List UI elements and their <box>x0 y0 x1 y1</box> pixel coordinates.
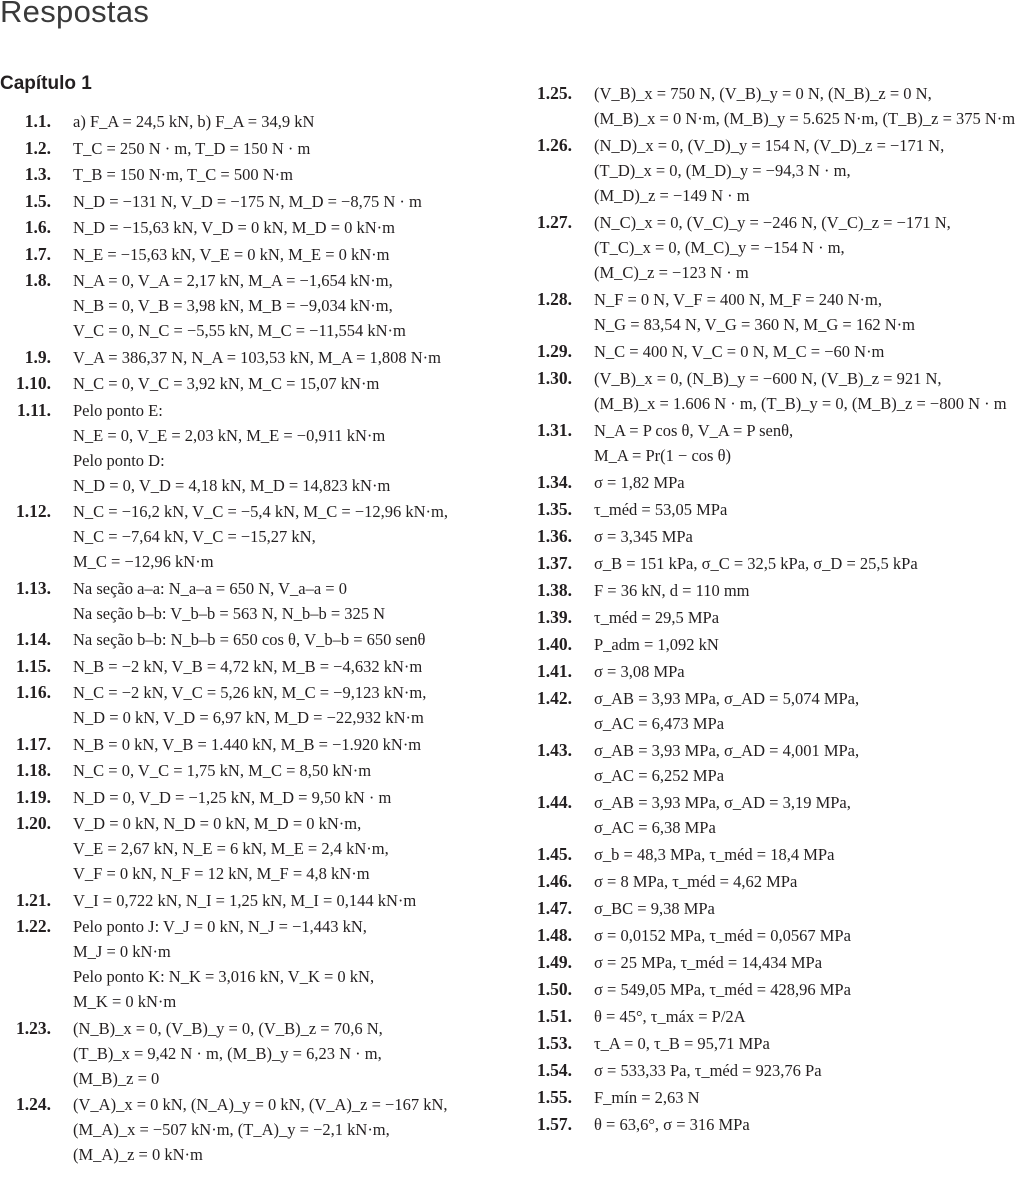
answer-number: 1.53. <box>537 1033 572 1053</box>
answer-number: 1.25. <box>537 83 572 103</box>
answer-line: τ_méd = 29,5 MPa <box>594 608 720 627</box>
answer-number: 1.23. <box>16 1017 51 1038</box>
answer-line: N_E = 0, V_E = 2,03 kN, M_E = −0,911 kN·m <box>73 425 386 445</box>
answer-number: 1.44. <box>537 792 572 812</box>
answer-number: 1.1. <box>24 111 51 131</box>
answer-line: P_adm = 1,092 kN <box>594 635 719 654</box>
answer-line: N_B = 0, V_B = 3,98 kN, M_B = −9,034 kN·m, <box>73 296 393 315</box>
answer-line: a) F_A = 24,5 kN, b) F_A = 34,9 kN <box>73 112 315 131</box>
answer-item <box>0 811 495 886</box>
answer-line: σ_B = 151 kPa, σ_C = 32,5 kPa, σ_D = 25,5 kPa <box>594 554 918 573</box>
answer-item <box>0 215 495 240</box>
answer-item <box>0 345 495 370</box>
answer-line: σ_AC = 6,252 MPa <box>594 766 725 785</box>
answer-item <box>0 758 495 783</box>
answer-line: N_G = 83,54 N, V_G = 360 N, M_G = 162 N·m <box>594 315 915 334</box>
answer-body <box>51 732 495 757</box>
answer-number: 1.20. <box>16 813 51 833</box>
answer-body <box>51 189 495 214</box>
answer-number: 1.17. <box>16 733 51 754</box>
answer-line: N_B = 0 kN, V_B = 1.440 kN, M_B = −1.920 kN·m <box>73 734 422 754</box>
answer-item <box>0 162 495 187</box>
answer-line: V_C = 0, N_C = −5,55 kN, M_C = −11,554 kN·m <box>73 321 406 340</box>
answer-item <box>0 627 495 652</box>
answer-number: 1.5. <box>24 190 51 211</box>
answer-body <box>572 632 1030 657</box>
answer-body <box>51 499 495 574</box>
answer-body <box>51 758 495 783</box>
answer-number: 1.50. <box>537 979 572 999</box>
answer-line: N_C = −2 kN, V_C = 5,26 kN, M_C = −9,123 kN·m, <box>73 683 427 702</box>
answer-item <box>522 1004 1030 1029</box>
answer-body <box>572 470 1030 495</box>
answer-body <box>51 136 495 161</box>
answer-item <box>522 551 1030 576</box>
answer-line: N_C = 400 N, V_C = 0 N, M_C = −60 N·m <box>594 342 885 361</box>
answer-line: (V_B)_x = 0, (N_B)_y = −600 N, (V_B)_z = 921 N, <box>594 369 942 388</box>
answer-line: σ = 3,08 MPa <box>594 662 685 681</box>
answer-line: N_D = 0, V_D = 4,18 kN, M_D = 14,823 kN·m <box>73 475 391 495</box>
answer-item <box>0 268 495 343</box>
answer-number: 1.55. <box>537 1087 572 1107</box>
answer-item <box>0 576 495 626</box>
answer-body <box>572 287 1030 337</box>
answer-item <box>0 654 495 679</box>
answer-item <box>522 81 1030 131</box>
answer-line: N_D = 0, V_D = −1,25 kN, M_D = 9,50 kN · m <box>73 787 392 807</box>
answer-body <box>572 923 1030 948</box>
answer-line: σ_b = 48,3 MPa, τ_méd = 18,4 MPa <box>594 845 835 864</box>
answer-line: N_A = 0, V_A = 2,17 kN, M_A = −1,654 kN·m, <box>73 271 393 290</box>
answer-number: 1.27. <box>537 212 572 232</box>
answer-number: 1.18. <box>16 760 51 780</box>
answer-number: 1.37. <box>537 553 572 573</box>
answer-body <box>572 605 1030 630</box>
answer-line: Na seção a–a: N_a–a = 650 N, V_a–a = 0 <box>73 578 347 598</box>
answer-line: V_I = 0,722 kN, N_I = 1,25 kN, M_I = 0,144 kN·m <box>73 890 417 910</box>
answer-line: V_E = 2,67 kN, N_E = 6 kN, M_E = 2,4 kN·m, <box>73 839 389 858</box>
answer-body <box>572 686 1030 736</box>
answer-number: 1.43. <box>537 740 572 760</box>
answer-item <box>522 287 1030 337</box>
answer-item <box>0 785 495 810</box>
answer-item <box>522 1085 1030 1110</box>
answer-line: F = 36 kN, d = 110 mm <box>594 581 750 600</box>
answer-item <box>522 896 1030 921</box>
answer-number: 1.29. <box>537 341 572 361</box>
answer-line: (M_B)_z = 0 <box>73 1068 160 1088</box>
answer-body <box>51 371 495 396</box>
answer-body <box>572 524 1030 549</box>
answer-number: 1.47. <box>537 898 572 918</box>
answer-line: T_B = 150 N·m, T_C = 500 N·m <box>73 165 293 184</box>
answer-line: N_C = −16,2 kN, V_C = −5,4 kN, M_C = −12,96 kN·m, <box>73 502 449 521</box>
answer-line: σ = 1,82 MPa <box>594 473 685 492</box>
answer-body <box>572 133 1030 208</box>
answer-number: 1.22. <box>16 916 51 936</box>
answer-body <box>51 1016 495 1091</box>
answer-item <box>0 1092 495 1167</box>
answer-item <box>522 210 1030 285</box>
answer-body <box>572 210 1030 285</box>
answer-body <box>572 790 1030 840</box>
answer-body <box>572 842 1030 867</box>
answer-item <box>522 133 1030 208</box>
answer-body <box>572 977 1030 1002</box>
answer-number: 1.2. <box>24 137 51 158</box>
answer-line: V_A = 386,37 N, N_A = 103,53 kN, M_A = 1,808 N·m <box>73 347 442 367</box>
answer-item <box>522 418 1030 468</box>
answer-line: V_F = 0 kN, N_F = 12 kN, M_F = 4,8 kN·m <box>73 864 370 883</box>
answer-line: M_K = 0 kN·m <box>73 992 177 1011</box>
answer-number: 1.30. <box>537 368 572 388</box>
answer-item <box>0 499 495 574</box>
answer-number: 1.31. <box>537 420 572 440</box>
answer-number: 1.36. <box>537 526 572 546</box>
answer-line: θ = 45°, τ_máx = P/2A <box>594 1007 746 1026</box>
answer-item <box>522 470 1030 495</box>
answer-line: N_E = −15,63 kN, V_E = 0 kN, M_E = 0 kN·m <box>73 244 390 264</box>
answer-item <box>0 371 495 396</box>
answer-line: (N_C)_x = 0, (V_C)_y = −246 N, (V_C)_z = −171 N, <box>594 213 951 232</box>
answer-body <box>51 242 495 267</box>
answer-line: (T_C)_x = 0, (M_C)_y = −154 N · m, <box>594 238 845 257</box>
answer-body <box>51 680 495 730</box>
answer-number: 1.11. <box>16 399 51 420</box>
answer-number: 1.15. <box>16 655 51 676</box>
answer-item <box>0 680 495 730</box>
answer-body <box>572 366 1030 416</box>
answer-body <box>572 896 1030 921</box>
answer-body <box>572 339 1030 364</box>
answer-line: σ = 8 MPa, τ_méd = 4,62 MPa <box>594 872 798 891</box>
answer-line: σ = 0,0152 MPa, τ_méd = 0,0567 MPa <box>594 926 851 945</box>
answer-number: 1.39. <box>537 607 572 627</box>
answer-number: 1.46. <box>537 871 572 891</box>
answer-line: σ = 533,33 Pa, τ_méd = 923,76 Pa <box>594 1061 822 1080</box>
answer-item <box>522 366 1030 416</box>
answer-body <box>572 1112 1030 1137</box>
answer-line: M_J = 0 kN·m <box>73 942 171 961</box>
page-title: Respostas <box>0 0 150 29</box>
answer-line: (V_A)_x = 0 kN, (N_A)_y = 0 kN, (V_A)_z = −167 kN, <box>73 1095 448 1114</box>
answer-number: 1.51. <box>537 1006 572 1026</box>
answer-line: N_A = P cos θ, V_A = P senθ, <box>594 421 794 440</box>
answer-line: N_C = 0, V_C = 1,75 kN, M_C = 8,50 kN·m <box>73 761 372 780</box>
answer-body <box>572 738 1030 788</box>
chapter-title: Capítulo 1 <box>0 73 92 94</box>
answer-number: 1.28. <box>537 289 572 309</box>
answer-line: N_D = −15,63 kN, V_D = 0 kN, M_D = 0 kN·m <box>73 218 395 237</box>
answer-line: N_D = 0 kN, V_D = 6,97 kN, M_D = −22,932 kN·m <box>73 708 424 727</box>
answer-number: 1.7. <box>24 243 51 264</box>
answer-item <box>0 109 495 134</box>
answer-number: 1.19. <box>16 786 51 807</box>
answer-number: 1.57. <box>537 1114 572 1134</box>
answer-line: N_C = −7,64 kN, V_C = −15,27 kN, <box>73 527 316 546</box>
answer-body <box>572 551 1030 576</box>
answer-body <box>572 1031 1030 1056</box>
answer-body <box>572 81 1030 131</box>
answer-line: (M_D)_z = −149 N · m <box>594 186 750 205</box>
answer-line: (M_B)_x = 0 N·m, (M_B)_y = 5.625 N·m, (T_B)_z = 375 N·m <box>594 109 1016 128</box>
answer-line: N_B = −2 kN, V_B = 4,72 kN, M_B = −4,632 kN·m <box>73 656 423 676</box>
answer-body <box>572 950 1030 975</box>
answer-body <box>572 578 1030 603</box>
answer-number: 1.35. <box>537 499 572 519</box>
answer-body <box>572 1004 1030 1029</box>
answer-item <box>522 1031 1030 1056</box>
answer-line: σ_AC = 6,38 MPa <box>594 818 716 837</box>
answer-item <box>522 977 1030 1002</box>
answer-line: σ_AB = 3,93 MPa, σ_AD = 4,001 MPa, <box>594 741 860 760</box>
answer-line: Pelo ponto J: V_J = 0 kN, N_J = −1,443 kN, <box>73 917 367 936</box>
answer-line: T_C = 250 N · m, T_D = 150 N · m <box>73 138 311 158</box>
answer-body <box>572 1085 1030 1110</box>
answer-number: 1.42. <box>537 688 572 708</box>
answer-line: N_F = 0 N, V_F = 400 N, M_F = 240 N·m, <box>594 290 882 309</box>
answer-item <box>522 659 1030 684</box>
answer-number: 1.13. <box>16 577 51 598</box>
answer-item <box>522 497 1030 522</box>
answer-line: (M_C)_z = −123 N · m <box>594 263 749 282</box>
answer-line: Na seção b–b: V_b–b = 563 N, N_b–b = 325 N <box>73 603 386 623</box>
answer-item <box>522 869 1030 894</box>
answer-line: σ_AB = 3,93 MPa, σ_AD = 3,19 MPa, <box>594 793 851 812</box>
answer-item <box>522 1058 1030 1083</box>
answer-body <box>51 654 495 679</box>
answer-item <box>522 632 1030 657</box>
answer-item <box>522 950 1030 975</box>
answer-line: Pelo ponto K: N_K = 3,016 kN, V_K = 0 kN, <box>73 967 375 986</box>
answer-line: θ = 63,6°, σ = 316 MPa <box>594 1115 750 1134</box>
answer-item <box>522 686 1030 736</box>
answer-item <box>522 738 1030 788</box>
answers-column-right <box>522 81 1030 1139</box>
answer-body <box>51 109 495 134</box>
answers-column-left <box>0 109 495 1169</box>
answer-line: σ_AB = 3,93 MPa, σ_AD = 5,074 MPa, <box>594 689 860 708</box>
answer-body <box>51 398 495 498</box>
answer-line: V_D = 0 kN, N_D = 0 kN, M_D = 0 kN·m, <box>73 814 362 833</box>
answer-number: 1.14. <box>16 629 51 649</box>
answer-line: σ = 549,05 MPa, τ_méd = 428,96 MPa <box>594 980 851 999</box>
answer-item <box>522 842 1030 867</box>
answer-item <box>522 524 1030 549</box>
answer-body <box>51 1092 495 1167</box>
answer-number: 1.26. <box>537 135 572 155</box>
answer-line: τ_méd = 53,05 MPa <box>594 500 728 519</box>
answer-item <box>522 1112 1030 1137</box>
answer-item <box>522 605 1030 630</box>
answer-body <box>51 215 495 240</box>
answer-body <box>51 268 495 343</box>
answer-body <box>572 869 1030 894</box>
answer-line: (T_B)_x = 9,42 N · m, (M_B)_y = 6,23 N · m, <box>73 1043 382 1063</box>
answer-line: F_mín = 2,63 N <box>594 1088 700 1107</box>
answer-item <box>522 923 1030 948</box>
answer-body <box>51 576 495 626</box>
answer-line: (N_D)_x = 0, (V_D)_y = 154 N, (V_D)_z = −171 N, <box>594 136 945 155</box>
answer-line: (T_D)_x = 0, (M_D)_y = −94,3 N · m, <box>594 161 851 180</box>
answer-number: 1.8. <box>24 270 51 290</box>
answer-line: (V_B)_x = 750 N, (V_B)_y = 0 N, (N_B)_z = 0 N, <box>594 84 932 103</box>
answer-body <box>51 888 495 913</box>
answer-number: 1.41. <box>537 661 572 681</box>
answer-line: σ = 25 MPa, τ_méd = 14,434 MPa <box>594 953 823 972</box>
answer-number: 1.9. <box>24 346 51 367</box>
answer-number: 1.48. <box>537 925 572 945</box>
answer-number: 1.10. <box>16 373 51 393</box>
answer-number: 1.40. <box>537 634 572 654</box>
answer-number: 1.45. <box>537 844 572 864</box>
answer-number: 1.38. <box>537 580 572 600</box>
answer-body <box>572 659 1030 684</box>
answer-body <box>572 418 1030 468</box>
answer-line: σ = 3,345 MPa <box>594 527 693 546</box>
answer-body <box>51 627 495 652</box>
answer-line: σ_AC = 6,473 MPa <box>594 714 725 733</box>
answer-item <box>522 339 1030 364</box>
answer-body <box>51 162 495 187</box>
answer-number: 1.12. <box>16 501 51 521</box>
answer-item <box>0 242 495 267</box>
answer-line: (M_B)_x = 1.606 N · m, (T_B)_y = 0, (M_B)_z = −800 N · m <box>594 394 1007 413</box>
answer-item <box>0 1016 495 1091</box>
answer-item <box>0 189 495 214</box>
answer-number: 1.54. <box>537 1060 572 1080</box>
answer-number: 1.34. <box>537 472 572 492</box>
answer-number: 1.49. <box>537 952 572 972</box>
answer-number: 1.6. <box>24 217 51 237</box>
answer-number: 1.16. <box>16 682 51 702</box>
answer-item <box>0 732 495 757</box>
answer-number: 1.3. <box>24 164 51 184</box>
answer-body <box>51 785 495 810</box>
answer-line: (N_B)_x = 0, (V_B)_y = 0, (V_B)_z = 70,6 N, <box>73 1018 383 1038</box>
answer-line: M_A = Pr(1 − cos θ) <box>594 446 731 465</box>
answer-line: (M_A)_z = 0 kN·m <box>73 1145 203 1164</box>
answer-item <box>0 914 495 1014</box>
answer-line: τ_A = 0, τ_B = 95,71 MPa <box>594 1034 770 1053</box>
answer-number: 1.21. <box>16 889 51 910</box>
answer-line: (M_A)_x = −507 kN·m, (T_A)_y = −2,1 kN·m, <box>73 1120 390 1139</box>
answer-line: Na seção b–b: N_b–b = 650 cos θ, V_b–b = 650 senθ <box>73 630 426 649</box>
answer-item <box>522 578 1030 603</box>
answer-line: Pelo ponto E: <box>73 400 163 420</box>
answer-line: σ_BC = 9,38 MPa <box>594 899 715 918</box>
answer-item <box>0 398 495 498</box>
answer-line: N_D = −131 N, V_D = −175 N, M_D = −8,75 N · m <box>73 191 422 211</box>
answer-line: N_C = 0, V_C = 3,92 kN, M_C = 15,07 kN·m <box>73 374 380 393</box>
answer-item <box>0 136 495 161</box>
answer-number: 1.24. <box>16 1094 51 1114</box>
answer-body <box>572 497 1030 522</box>
answer-line: Pelo ponto D: <box>73 450 165 470</box>
answer-line: M_C = −12,96 kN·m <box>73 552 214 571</box>
answer-body <box>572 1058 1030 1083</box>
answer-body <box>51 345 495 370</box>
answer-body <box>51 914 495 1014</box>
answer-body <box>51 811 495 886</box>
answer-item <box>522 790 1030 840</box>
answer-item <box>0 888 495 913</box>
